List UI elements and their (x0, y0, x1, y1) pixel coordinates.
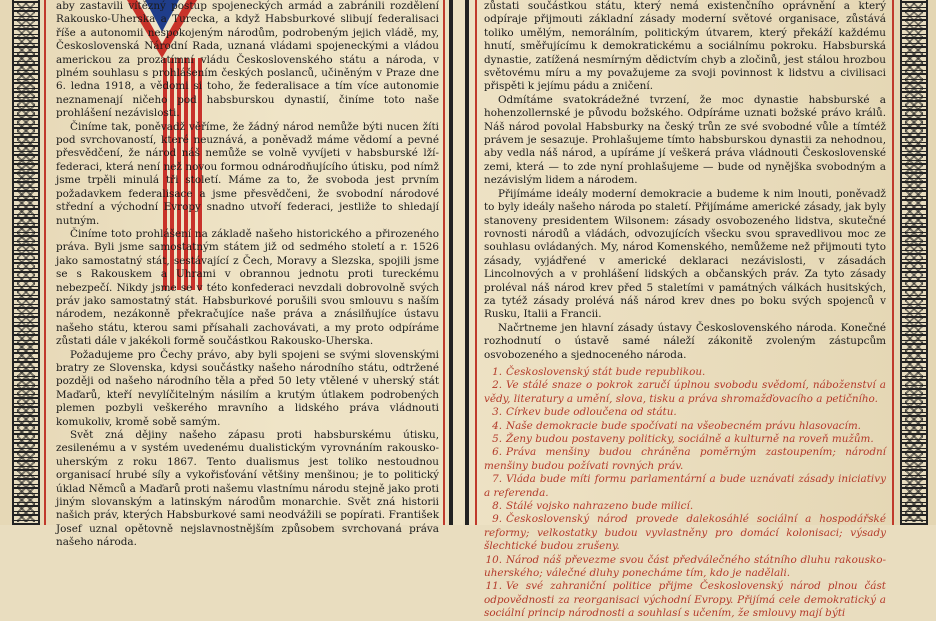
red-rule (892, 0, 894, 525)
list-item: 2. Ve stálé snaze o pokrok zaručí úplnou svobodu svědomí, náboženství a vědy, literatury a umění, slova, tisku a práva shromažďovacího a petičního. (484, 379, 886, 405)
list-item: 9. Československý národ provede dalekosáhlé sociální a hospodářské reformy; velkostatky budou vyvlastněny pro domácí kolonisaci; výsady šlechtické budou zrušeny. (484, 513, 886, 553)
ornamental-border-left (12, 0, 40, 525)
red-rule (475, 0, 477, 525)
paragraph: Odmítáme svatokrádežné tvrzení, že moc dynastie habsburské a hohenzollernské je původu božského. Odpíráme uznati božské právo králů. Náš národ povolal Habsburky na český trůn ze své svobodné vůle a tímtéž právem je sesazuje. Prohlašujeme tímto habsburskou dynastii za nehodnou, aby vedla náš národ, a upíráme jí veškerá práva vládnouti Československé zemi, která — to zde nyní prohlašujeme — bude od nynějška svobodným a nezávislým lidem a národem. (484, 93, 886, 187)
paragraph: Činíme tak, poněvadž věříme, že žádný národ nemůže býti nucen žíti pod svrchovaností, které neuznává, a poněvadž máme vědomí a pevné přesvědčení, že národ náš nemůže se volně vyvíjeti v habsburské lží-federaci, která není než novou formou odnárodňujícího útisku, pod nímž jsme trpěli minulá tři století. Máme za to, že svoboda jest prvním požadavkem federalisace a jsme přesvědčeni, že svobodní národové střední a východní Evropy snadno utvoří federaci, jestliže to shledají nutným. (56, 120, 439, 227)
ornamental-border-right (900, 0, 928, 525)
list-item: 6. Práva menšiny budou chráněna poměrným zastoupením; národní menšiny budou požívati rovných práv. (484, 446, 886, 472)
red-rule (44, 0, 46, 525)
paragraph: zůstati součástkou státu, který nemá existenčního oprávnění a který odpíraje přijmouti základní zásady moderní světové organisace, zůstává toliko umělým, nemorálním, politickým útvarem, který překáží každému hnutí, směřujícímu k demokratickému a sociálnímu pokroku. Habsburská dynastie, zatížená nesmírným dědictvím chyb a zločinů, jest stálou hrozbou světovému míru a my považujeme za svoji povinnost k lidstvu a civilisaci přispěti k jejímu pádu a zničení. (484, 0, 886, 93)
list-item: 5. Ženy budou postaveny politicky, sociálně a kulturně na roveň mužům. (492, 433, 874, 445)
list-item: 8. Stálé vojsko nahrazeno bude milicí. (492, 500, 694, 513)
constitution-principles-list (484, 366, 886, 621)
paragraph: Požadujeme pro Čechy právo, aby byli spojeni se svými slovenskými bratry ze Slovenska, kdysi součástky našeho národního státu, odtržené později od našeho národního těla a před 50 lety vtělené v uherský stát Maďarů, kteří nevylíčitelným násilím a krutým útlakem podrobených plemen pozbyli veškerého mravního a lidského práva vládnouti komukoliv, kromě sobě samým. (56, 348, 439, 428)
paragraph: Přijímáme ideály moderní demokracie a budeme k nim lnouti, poněvadž to byly ideály našeho národa po staletí. Přijímáme americké zásady, jak byly stanoveny presidentem Wilsonem: zásady osvobozeného lidstva, skutečné rovnosti národů a vládách, odvozujících všecku svou spravedlivou moc ze souhlasu ovládaných. My, národ Komenského, nemůžeme než přijmouti tyto zásady, vyjádřené v americké deklaraci nezávislosti, v zásadách Lincolnových a v prohlášení lidských a občanských práv. Za tyto zásady proléval náš národ krev před 5 staletími v památných válkách husitských, za tytéž zásady prolévá náš národ krev dnes po boku svých spojenců v Rusku, Italii a Francii. (484, 187, 886, 321)
center-divider-left (449, 0, 453, 525)
list-item: 10. Národ náš převezme svou část předválečného státního dluhu rakousko-uherského; válečné dluhy ponecháme tím, kdo je nadělali. (484, 553, 886, 580)
list-item: 4. Naše demokracie bude spočívati na všeobecném právu hlasovacím. (492, 419, 861, 432)
paragraph: aby zastavili vítězný postup spojeneckých armád a zabránili rozdělení Rakousko-Uherska a Turecka, a když Habsburkové slibují federalisaci říše a autonomii nespokojeným národům, podrobeným jejich vládě, my, Československá Národní Rada, uznaná vládami spojeneckými a vládou americkou za prozatímní vládu Československého státu a národa, v plném souhlasu s prohlášením českých poslanců, učiněným v Praze dne 6. ledna 1918, a vědomi si toho, že federalisace a tím více autonomie neznamenají ničeho pod habsburskou dynastií, činíme toto naše prohlášení nezávislosti. (56, 0, 439, 120)
paragraph: Načrtneme jen hlavní zásady ústavy Československého národa. Konečné rozhodnutí o ústavě samé náleží zákonitě zvoleným zástupcům osvobozeného a sjednoceného národa. (484, 321, 886, 361)
left-column (56, 0, 439, 550)
paragraph: Svět zná dějiny našeho zápasu proti habsburskému útisku, zesilenému a v systém uvedenému dualistickým vyrovnáním rakousko-uherským z roku 1867. Tento dualismus jest toliko nestoudnou organisací hrubé síly a vykořisťování většiny menšinou; je to politický úklad Němců a Maďarů proti našemu vlastnímu národu stejně jako proti jiným slovanským a latinským národům monarchie. Svět zná historii našich práv, kterých Habsburkové sami neodvážili se popírati. František Josef uznal opětovně nejslavnostnějším způsobem svrchovaná práva našeho národa. (56, 429, 439, 549)
right-column (484, 0, 886, 621)
center-divider-right (465, 0, 469, 525)
red-rule (443, 0, 445, 525)
list-item: 3. Církev bude odloučena od státu. (492, 406, 677, 419)
list-item: 1. Československý stát bude republikou. (492, 365, 706, 378)
paragraph: Činíme toto prohlášení na základě našeho historického a přirozeného práva. Byli jsme samostatným státem již od sedmého století a r. 1526 jako samostatný stát, sestávající z Čech, Moravy a Slezska, spojili jsme se s Rakouskem a Uhrami v obrannou jednotu proti tureckému nebezpečí. Nikdy jsme se v této konfederaci nevzdali dobrovolně svých práv jako samostatný stát. Habsburkové porušili svou smlouvu s naším národem, nezákonně překračujíce naše práva a znásilňujíce ústavu našeho státu, kterou sami přísahali zachovávati, a my proto odpíráme zůstati dále v jakékoli formě součástkou Rakousko-Uherska. (56, 227, 439, 348)
list-item: 11. Ve své zahraniční politice přijme Československý národ plnou část odpovědnosti za reorganisaci východní Evropy. Přijímá cele demokratický a sociální princip národnosti a souhlasí s učením, že smlouvy mají býti (484, 580, 886, 620)
list-item: 7. Vláda bude míti formu parlamentární a bude uznávati zásady iniciativy a referenda. (484, 473, 886, 499)
